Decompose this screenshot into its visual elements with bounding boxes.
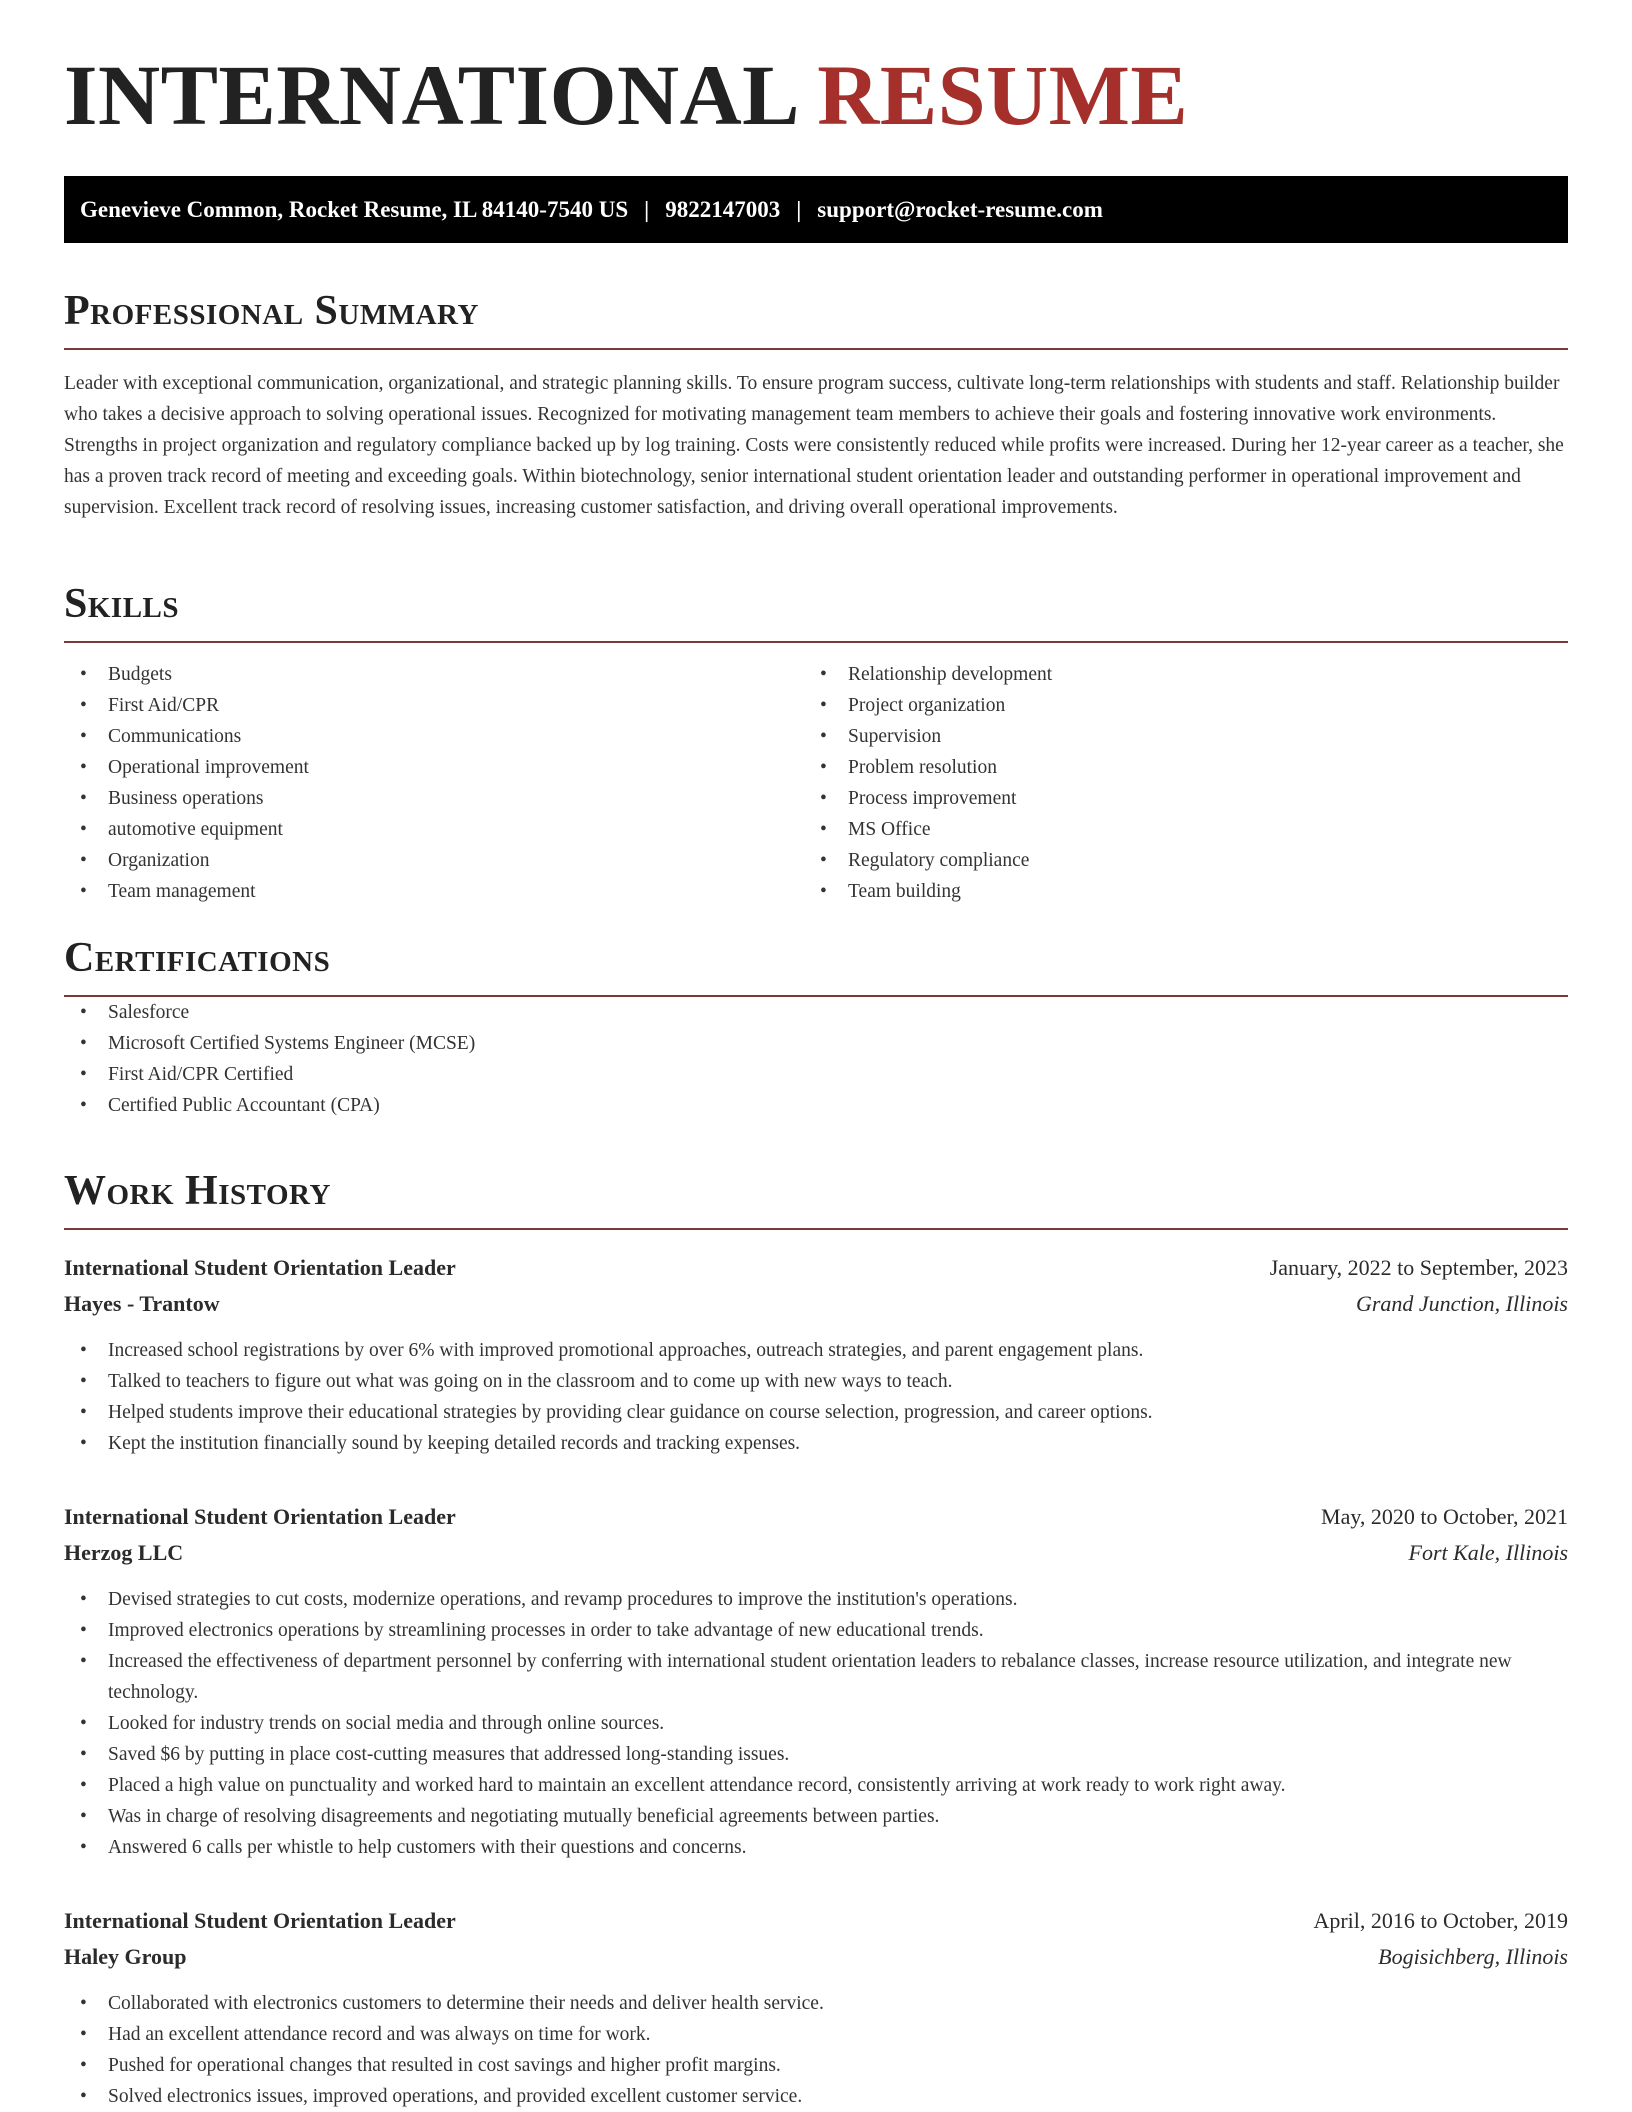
skills-section: [64, 583, 1568, 907]
job-dates: January, 2022 to September, 2023: [1269, 1255, 1568, 1280]
list-item: • Improved electronics operations by streamlining processes in order to take advantage of new educational trends.: [64, 1615, 1568, 1646]
list-item: • Increased the effectiveness of department personnel by conferring with international student orientation leaders to rebalance classes, increase resource utilization, and integrate new technology.: [64, 1646, 1568, 1708]
list-item: • Operational improvement: [64, 752, 804, 783]
list-item: • Collaborated with electronics customers to determine their needs and deliver health service.: [64, 1988, 1568, 2019]
list-item: • Pushed for operational changes that resulted in cost savings and higher profit margins.: [64, 2050, 1568, 2081]
section-heading: Certifications: [64, 935, 331, 981]
contact-bar: [64, 176, 1568, 243]
contact-separator: |: [644, 196, 650, 222]
summary-text: Leader with exceptional communication, organizational, and strategic planning skills. To ensure program success, cultivate long-term relationships with students and staff. Relationship builder who takes a decisive approach to solving operational issues. Recognized for motivating management team members to achieve their goals and fostering innovative work environments. Strengths in project organization and regulatory compliance backed up by log training. Costs were consistently reduced while profits were increased. During her 12-year career as a teacher, she has a proven track record of meeting and exceeding goals. Within biotechnology, senior international student orientation leader and outstanding performer in operational improvement and supervision. Excellent track record of resolving issues, increasing customer satisfaction, and driving overall operational improvements.: [64, 373, 1564, 518]
list-item: • Team building: [804, 876, 1544, 907]
job-dates: May, 2020 to October, 2021: [1321, 1504, 1568, 1529]
section-divider: [64, 641, 1568, 643]
list-item: • Process improvement: [804, 783, 1544, 814]
list-item: • automotive equipment: [64, 814, 804, 845]
job-entry: [64, 1903, 1568, 2112]
skills-list-right: [804, 659, 1544, 907]
contact-phone[interactable]: 9822147003: [665, 196, 781, 222]
list-item: • First Aid/CPR Certified: [64, 1059, 1568, 1090]
section-heading: Skills: [64, 581, 180, 627]
job-subheader-row: [64, 1535, 1568, 1571]
job-company: Herzog LLC: [64, 1540, 184, 1565]
certifications-list: [64, 997, 1568, 1121]
skills-grid: [64, 659, 1568, 907]
list-item: • Had an excellent attendance record and was always on time for work.: [64, 2019, 1568, 2050]
list-item: • First Aid/CPR: [64, 690, 804, 721]
section-heading: Work History: [64, 1168, 331, 1214]
list-item: • Team management: [64, 876, 804, 907]
list-item: • Organization: [64, 845, 804, 876]
list-item: • Looked for industry trends on social media and through online sources.: [64, 1708, 1568, 1739]
job-title: International Student Orientation Leader: [64, 1504, 456, 1529]
job-location: Bogisichberg, Illinois: [1378, 1944, 1568, 1969]
job-header-row: [64, 1250, 1568, 1286]
list-item: • Placed a high value on punctuality and worked hard to maintain an excellent attendance record, consistently arriving at work ready to work right away.: [64, 1770, 1568, 1801]
job-bullets: [64, 1335, 1568, 1459]
list-item: • Certified Public Accountant (CPA): [64, 1090, 1568, 1121]
job-location: Fort Kale, Illinois: [1408, 1540, 1568, 1565]
list-item: • MS Office: [804, 814, 1544, 845]
list-item: • Microsoft Certified Systems Engineer (MCSE): [64, 1028, 1568, 1059]
job-company: Hayes - Trantow: [64, 1291, 220, 1316]
certifications-section: [64, 937, 1568, 1121]
list-item: • Problem resolution: [804, 752, 1544, 783]
list-item: • Kept the institution financially sound by keeping detailed records and tracking expenses.: [64, 1428, 1568, 1459]
list-item: • Answered 6 calls per whistle to help customers with their questions and concerns.: [64, 1832, 1568, 1863]
list-item: • Regulatory compliance: [804, 845, 1544, 876]
title-accent: RESUME: [817, 47, 1189, 143]
job-entry: [64, 1499, 1568, 1863]
job-header-row: [64, 1903, 1568, 1939]
list-item: • Devised strategies to cut costs, modernize operations, and revamp procedures to improve the institution's operations.: [64, 1584, 1568, 1615]
list-item: • Increased school registrations by over 6% with improved promotional approaches, outreach strategies, and parent engagement plans.: [64, 1335, 1568, 1366]
list-item: • Solved electronics issues, improved operations, and provided excellent customer service.: [64, 2081, 1568, 2112]
list-item: • Was in charge of resolving disagreements and negotiating mutually beneficial agreements between parties.: [64, 1801, 1568, 1832]
job-title: International Student Orientation Leader: [64, 1255, 456, 1280]
contact-email[interactable]: support@rocket-resume.com: [817, 196, 1103, 222]
job-bullets: [64, 1584, 1568, 1863]
contact-address: Genevieve Common, Rocket Resume, IL 84140-7540 US: [80, 196, 629, 222]
list-item: • Budgets: [64, 659, 804, 690]
job-location: Grand Junction, Illinois: [1355, 1291, 1568, 1316]
resume-title: [64, 47, 1189, 143]
section-heading: Professional Summary: [64, 288, 479, 334]
list-item: • Helped students improve their educational strategies by providing clear guidance on course selection, progression, and career options.: [64, 1397, 1568, 1428]
job-dates: April, 2016 to October, 2019: [1313, 1908, 1568, 1933]
job-subheader-row: [64, 1286, 1568, 1322]
list-item: • Project organization: [804, 690, 1544, 721]
job-header-row: [64, 1499, 1568, 1535]
section-divider: [64, 348, 1568, 350]
list-item: • Relationship development: [804, 659, 1544, 690]
title-primary: INTERNATIONAL: [64, 47, 796, 143]
list-item: • Salesforce: [64, 997, 1568, 1028]
skills-list-left: [64, 659, 804, 907]
list-item: • Talked to teachers to figure out what was going on in the classroom and to come up with new ways to teach.: [64, 1366, 1568, 1397]
list-item: • Business operations: [64, 783, 804, 814]
summary-section: [64, 290, 1568, 523]
job-entry: [64, 1250, 1568, 1459]
job-company: Haley Group: [64, 1944, 187, 1969]
section-divider: [64, 1228, 1568, 1230]
job-subheader-row: [64, 1939, 1568, 1975]
work-history-section: [64, 1170, 1568, 2112]
list-item: • Communications: [64, 721, 804, 752]
contact-separator: |: [796, 196, 802, 222]
job-title: International Student Orientation Leader: [64, 1908, 456, 1933]
list-item: • Supervision: [804, 721, 1544, 752]
job-bullets: [64, 1988, 1568, 2112]
list-item: • Saved $6 by putting in place cost-cutting measures that addressed long-standing issues.: [64, 1739, 1568, 1770]
